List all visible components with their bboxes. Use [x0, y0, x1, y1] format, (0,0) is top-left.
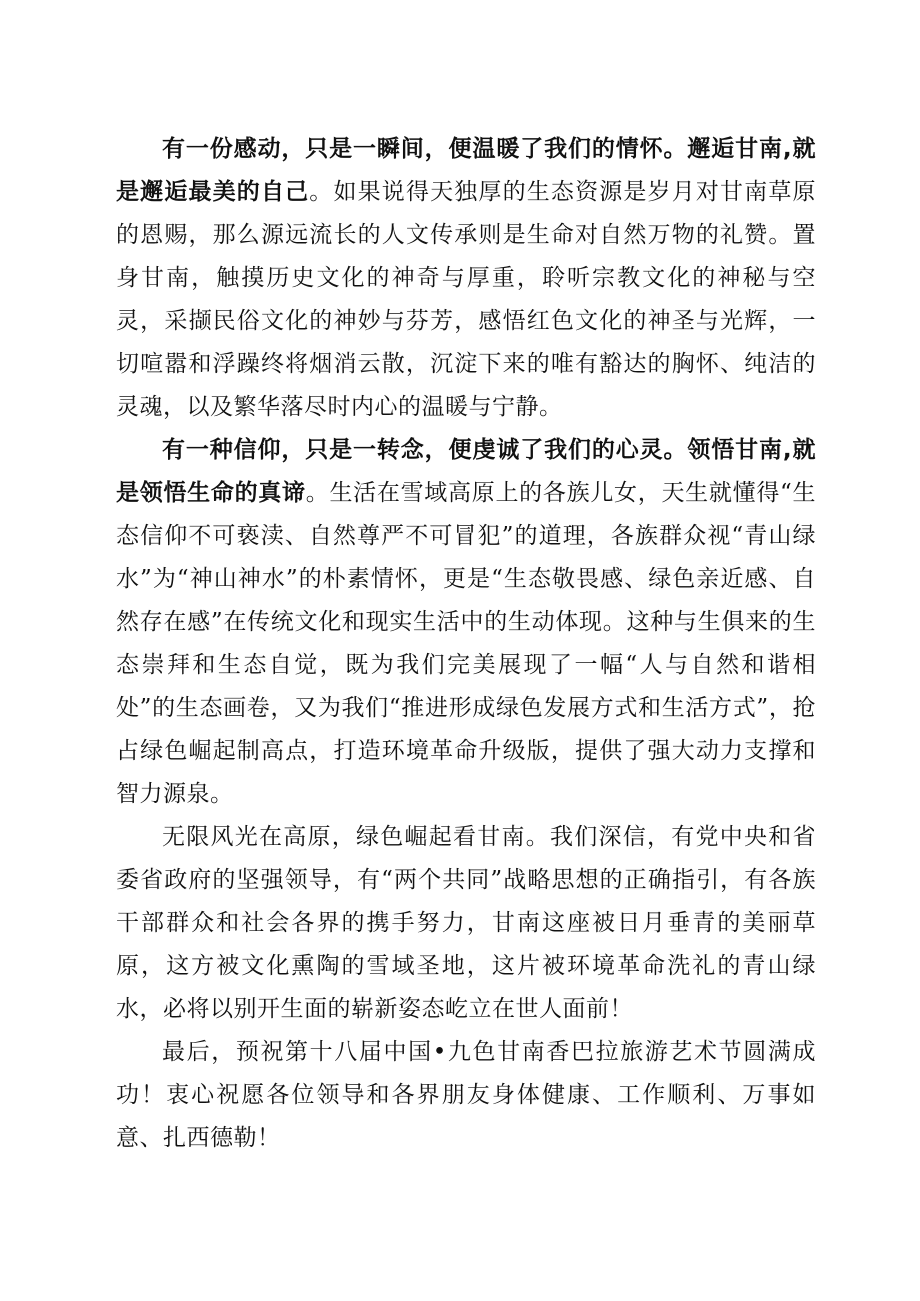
paragraph-1 [116, 128, 816, 429]
paragraph-1-body: 。如果说得天独厚的生态资源是岁月对甘南草原的恩赐，那么源远流长的人文传承则是生命对自然万物的礼赞。置身甘南，触摸历史文化的神奇与厚重，聆听宗教文化的神秘与空灵，采撷民俗文化的神妙与芬芳，感悟红色文化的神圣与光辉，一切喧嚣和浮躁终将烟消云散，沉淀下来的唯有豁达的胸怀、纯洁的灵魂，以及繁华落尽时内心的温暖与宁静。 [116, 179, 817, 420]
paragraph-4 [116, 1031, 816, 1160]
paragraph-1-lead: 有一份感动，只是一瞬间，便温暖了我们的情怀。邂逅甘南,就是邂逅最美的自己 [116, 136, 816, 205]
paragraph-2 [116, 429, 816, 816]
paragraph-2-body: 。生活在雪域高原上的各族儿女，天生就懂得“生态信仰不可亵渎、自然尊严不可冒犯”的道理，各族群众视“青山绿水”为“神山神水”的朴素情怀，更是“生态敬畏感、绿色亲近感、自然存在感”在传统文化和现实生活中的生动体现。这种与生俱来的生态崇拜和生态自觉，既为我们完美展现了一幅“人与自然和谐相处”的生态画卷，又为我们“推进形成绿色发展方式和生活方式”，抢占绿色崛起制高点，打造环境革命升级版，提供了强大动力支撑和智力源泉。 [116, 480, 817, 807]
paragraph-4-body: 最后，预祝第十八届中国•九色甘南香巴拉旅游艺术节圆满成功！衷心祝愿各位领导和各界朋友身体健康、工作顺利、万事如意、扎西德勒！ [116, 1039, 816, 1151]
paragraph-3-body: 无限风光在高原，绿色崛起看甘南。我们深信，有党中央和省委省政府的坚强领导，有“两个共同”战略思想的正确指引，有各族干部群众和社会各界的携手努力，甘南这座被日月垂青的美丽草原，这方被文化熏陶的雪域圣地，这片被环境革命洗礼的青山绿水，必将以别开生面的崭新姿态屹立在世人面前！ [116, 824, 816, 1022]
paragraph-3 [116, 816, 816, 1031]
document-page [116, 128, 816, 1160]
paragraph-2-lead: 有一种信仰，只是一转念，便虔诚了我们的心灵。领悟甘南,就是领悟生命的真谛 [116, 437, 816, 506]
